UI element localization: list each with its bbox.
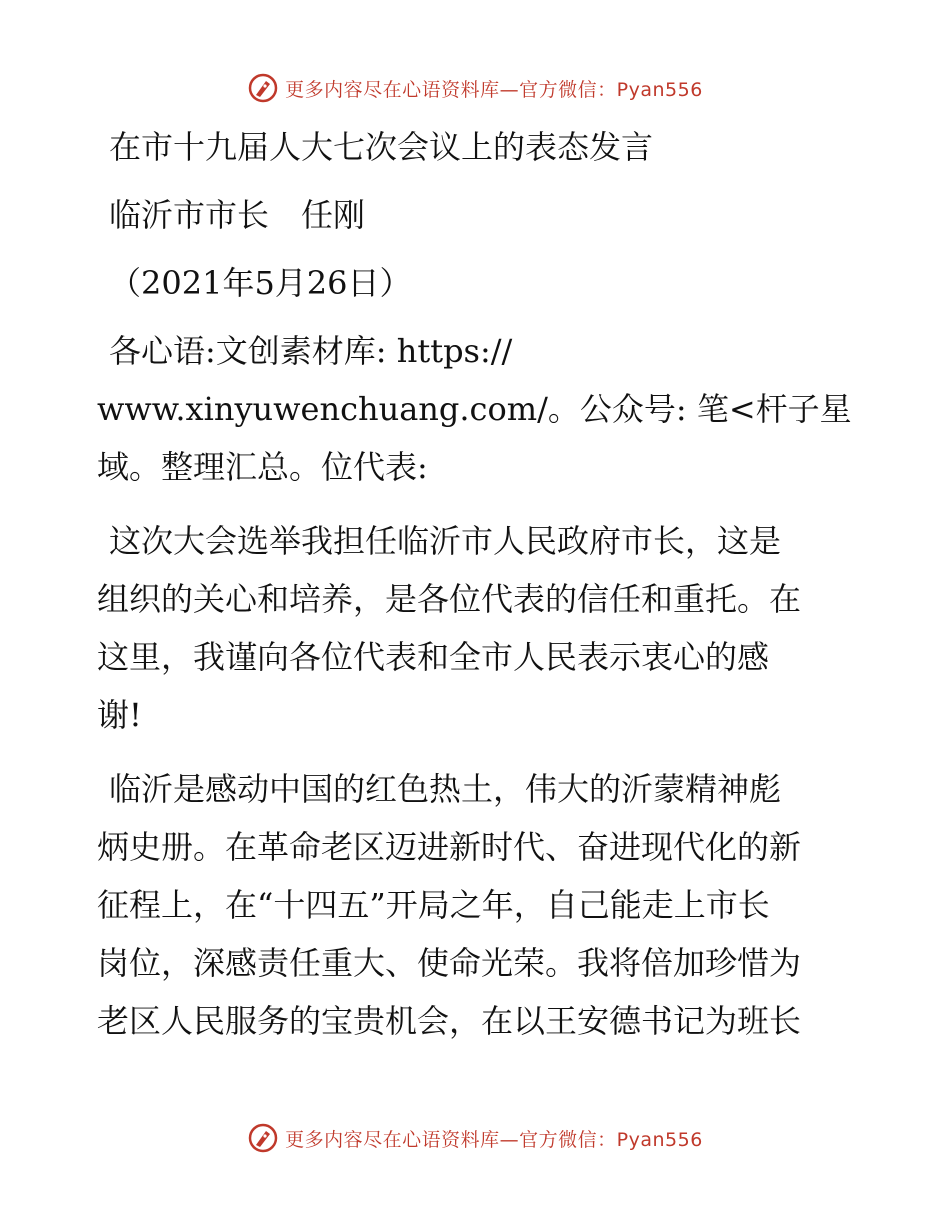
paragraph-2-line: 炳史册。在革命老区迈进新时代、奋进现代化的新 [97, 828, 802, 866]
paragraph-2-line: 临沂是感动中国的红色热土，伟大的沂蒙精神彪 [109, 770, 782, 808]
document-body [97, 124, 857, 1044]
footer-banner [0, 1122, 950, 1154]
paragraph-2-line: 岗位，深感责任重大、使命光荣。我将倍加珍惜为 [97, 944, 802, 982]
paragraph-2-line: 征程上，在“十四五”开局之年，自己能走上市长 [97, 886, 770, 924]
banner-text: 更多内容尽在心语资料库—官方微信：Pyan556 [285, 78, 703, 101]
pen-nib-logo-icon [247, 72, 279, 104]
paragraph-1-line: 组织的关心和培养，是各位代表的信任和重托。在 [97, 580, 802, 618]
document-author: 临沂市市长 任刚 [109, 196, 366, 234]
paragraph-1-line: 这里，我谨向各位代表和全市人民表示衷心的感 [97, 638, 770, 676]
paragraph-2-line: 老区人民服务的宝贵机会，在以王安德书记为班长 [97, 1002, 802, 1040]
document-title: 在市十九届人大七次会议上的表态发言 [109, 128, 654, 166]
salutation-line: 各心语:文创素材库: https:// [109, 332, 513, 370]
paragraph-1-line: 这次大会选举我担任临沂市人民政府市长，这是 [109, 522, 782, 560]
banner-text: 更多内容尽在心语资料库—官方微信：Pyan556 [285, 1128, 703, 1151]
pen-nib-logo-icon [247, 1122, 279, 1154]
document-date: （2021年5月26日） [109, 264, 412, 302]
salutation-line: www.xinyuwenchuang.com/。公众号: 笔<杆子星 [97, 390, 852, 428]
salutation-line: 域。整理汇总。位代表: [97, 448, 428, 486]
header-banner [0, 72, 950, 104]
paragraph-1-line: 谢! [97, 696, 142, 734]
